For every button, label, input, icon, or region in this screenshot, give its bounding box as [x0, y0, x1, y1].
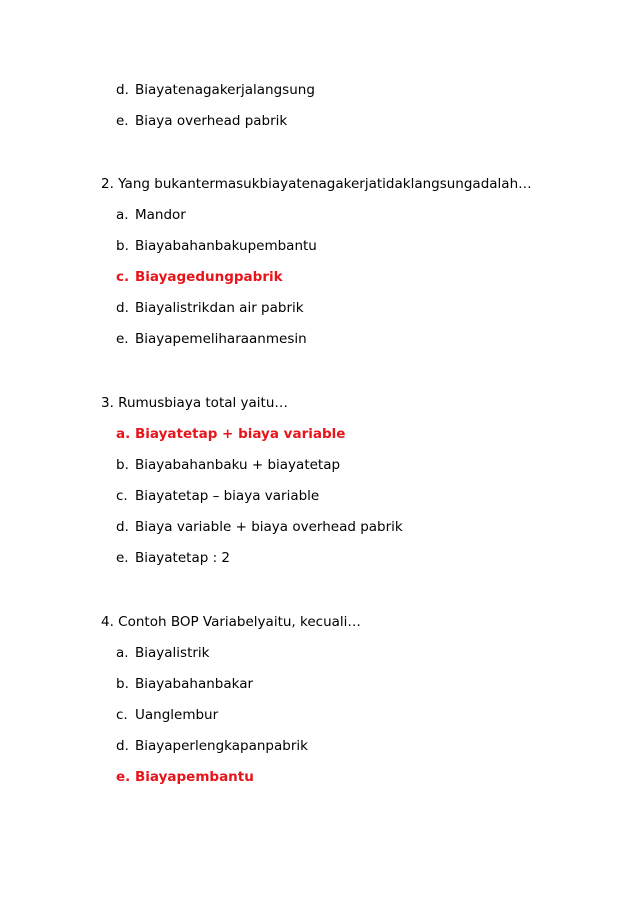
option-letter: b. [116, 457, 129, 473]
option-letter: e. [116, 769, 131, 785]
option-letter: a. [116, 426, 131, 442]
option-4a [116, 645, 210, 661]
option-text: Biayalistrik [135, 645, 210, 661]
option-letter: e. [116, 331, 129, 347]
option-letter: e. [116, 113, 129, 129]
option-4b [116, 676, 253, 692]
option-3d [116, 519, 403, 535]
question-2: 2. Yang bukantermasukbiayatenagakerjatidaklangsungadalah… [101, 176, 532, 192]
option-text: Mandor [135, 207, 186, 223]
question-4: 4. Contoh BOP Variabelyaitu, kecuali… [101, 614, 361, 630]
question-3: 3. Rumusbiaya total yaitu… [101, 395, 288, 411]
option-letter: b. [116, 676, 129, 692]
option-letter: a. [116, 645, 129, 661]
option-text: Biayatenagakerjalangsung [135, 82, 315, 98]
option-3b [116, 457, 340, 473]
option-text: Biayabahanbakupembantu [135, 238, 317, 254]
option-text: Biaya variable + biaya overhead pabrik [135, 519, 403, 535]
option-2e [116, 331, 307, 347]
option-4d [116, 738, 308, 754]
option-1d [116, 82, 315, 98]
option-letter: d. [116, 738, 129, 754]
option-text: Biayagedungpabrik [135, 269, 283, 285]
option-2c-correct [116, 269, 283, 285]
option-letter: a. [116, 207, 129, 223]
option-text: Biayaperlengkapanpabrik [135, 738, 308, 754]
option-text: Biayabahanbaku + biayatetap [135, 457, 341, 473]
option-4e-correct [116, 769, 254, 785]
option-letter: c. [116, 269, 130, 285]
option-letter: d. [116, 300, 129, 316]
option-letter: e. [116, 550, 129, 566]
option-3e [116, 550, 230, 566]
option-4c [116, 707, 218, 723]
option-letter: d. [116, 519, 129, 535]
option-text: Biayabahanbakar [135, 676, 254, 692]
option-letter: c. [116, 488, 128, 504]
option-3c [116, 488, 319, 504]
option-text: Biayatetap – biaya variable [135, 488, 320, 504]
option-text: Biayatetap + biaya variable [135, 426, 346, 442]
option-text: Uanglembur [135, 707, 219, 723]
option-2a [116, 207, 186, 223]
option-text: Biayalistrikdan air pabrik [135, 300, 304, 316]
option-2d [116, 300, 304, 316]
option-letter: c. [116, 707, 128, 723]
option-letter: b. [116, 238, 129, 254]
option-text: Biayatetap : 2 [135, 550, 231, 566]
option-text: Biayapemeliharaanmesin [135, 331, 307, 347]
option-2b [116, 238, 317, 254]
option-letter: d. [116, 82, 129, 98]
option-text: Biayapembantu [135, 769, 254, 785]
option-3a-correct [116, 426, 345, 442]
option-text: Biaya overhead pabrik [135, 113, 288, 129]
option-1e [116, 113, 287, 129]
